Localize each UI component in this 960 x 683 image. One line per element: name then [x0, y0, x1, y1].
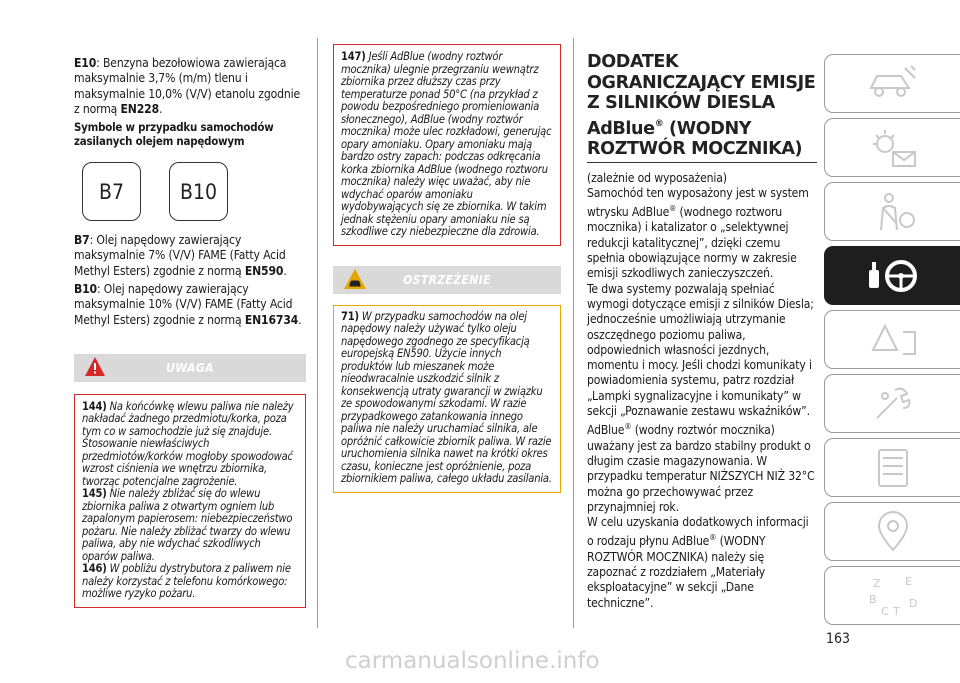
diesel-symbols-heading: Symbole w przypadku samochodów zasilanych olejem napędowym: [74, 120, 274, 149]
wrench-icon: [867, 382, 919, 426]
b10-paragraph: B10: Olej napędowy zawierający maksymalnie 10% (V/V) FAME (Fatty Acid Methyl Esters) zgodnie z normą EN16734.: [74, 282, 302, 327]
tab-safety[interactable]: [824, 182, 960, 241]
column-divider-right: [573, 38, 574, 628]
adblue-paragraph-1: [587, 186, 817, 282]
title-underline: [587, 162, 817, 163]
caution-71-number: 71): [341, 309, 359, 323]
fuel-symbols-row: [74, 162, 306, 221]
tab-dashboard[interactable]: [824, 54, 960, 113]
b7-label: B7: [74, 233, 90, 248]
caution-71: [341, 311, 554, 486]
p1-end: (wodnego roztworu mocznika) i katalizator o „selektywnej redukcji katalitycznej”, dzięki czemu spełnia obowiązujące normy w zakresie emisji szkodliwych zanieczyszczeń.: [587, 205, 797, 281]
warning-146: [82, 563, 299, 601]
b7-paragraph: B7: Olej napędowy zawierający maksymalnie 7% (V/V) FAME (Fatty Acid Methyl Esters) zgodnie z normą EN590.: [74, 233, 287, 278]
warning-label: UWAGA: [166, 360, 214, 375]
availability-note: (zależnie od wyposażenia): [587, 170, 727, 185]
warning-144-number: 144): [82, 399, 107, 413]
p3-end: (wodny roztwór mocznika) uważany jest za bardzo stabilny produkt o długim czasie magazynowania. W przypadku temperatur NIŻSZYCH NIŻ 32°C można go przechowywać przez przynajmniej rok.: [587, 423, 815, 514]
column-2: [333, 44, 561, 493]
tab-maintenance[interactable]: [824, 438, 960, 497]
fuel-symbol-b10: B10: [169, 162, 228, 221]
warning-144-text: Na końcówkę wlewu paliwa nie należy nakładać żadnego przedmiotu/korka, poza tym co w samochodzie już się znajduje. Stosowanie niewłaściwych przedmiotów/korków mogłoby spowodować wzrost ciśnienia we wnętrzu zbiornika, tworząc potencjalne zagrożenie.: [82, 399, 294, 488]
fuel-symbol-b7: B7: [82, 162, 141, 221]
p3-reg-mark: ®: [624, 422, 632, 432]
warning-147-text: Jeśli AdBlue (wodny roztwór mocznika) ulegnie przegrzaniu wewnątrz zbiornika przez dłuższy czas przy temperaturze ponad 50°C (na przykład z powodu bezpośredniego promieniowania słonecznego), AdBlue (wodny roztwór mocznika) może ulec rozkładowi, generując opary amoniaku. Opary amoniaku mają bardzo ostry zapach: podczas odkręcania korka zbiornika AdBlue (wodnego roztworu mocznika) należy więc uważać, aby nie wdychać oparów amoniaku wydobywających się ze zbiornika. W takim jednak stężeniu opary amoniaku nie są szkodliwe czy niebezpieczne dla zdrowia.: [341, 50, 552, 238]
section-title-reg-mark: ®: [654, 118, 664, 129]
warning-145-text: Nie należy zbliżać się do wlewu zbiornika paliwa z otwartym ogniem lub zapalonym papierosem: niebezpieczeństwo pożaru. Nie należy zbliżać twarzy do wlewu paliwa, aby nie wdychać szkodliwych oparów paliwa.: [82, 487, 293, 563]
p1-reg-mark: ®: [669, 204, 677, 214]
warning-triangle-icon: [84, 356, 106, 378]
warning-147: [341, 51, 554, 239]
index-letter-t: T: [893, 604, 900, 618]
index-letter-c: C: [881, 604, 889, 618]
warning-146-text: W pobliżu dystrybutora z paliwem nie należy korzystać z telefonu komórkowego: możliwe ryzyko pożaru.: [82, 562, 291, 601]
caution-71-text: W przypadku samochodów na olej napędowy należy używać tylko oleju napędowego zgodnego ze specyfikacją europejską EN590. Użycie innych produktów lub mieszanek może nieodwracalnie uszkodzić silnik z konsekwencją utraty gwarancji w związku ze spowodowanymi szkodami. W razie przypadkowego zatankowania innego paliwa nie należy uruchamiać silnika, ale opróżnić całkowicie zbiornik paliwa. W razie uruchomienia silnika nawet na krótki okres czasu, konieczne jest opróżnienie, poza zbiornikiem paliwa, całego układu zasilania.: [341, 309, 552, 485]
checklist-icon: [867, 446, 919, 490]
section-title-end: (WODNY ROZTWÓR MOCZNIKA): [587, 118, 803, 159]
index-letter-e: E: [905, 574, 912, 588]
b7-norm: EN590: [244, 263, 284, 278]
e10-label: E10: [74, 56, 97, 70]
index-letter-z: Z: [873, 576, 881, 590]
warning-triangle-outline-icon: [867, 318, 919, 362]
caution-label: OSTRZEŻENIE: [403, 272, 491, 287]
warning-147-number: 147): [341, 50, 366, 63]
adblue-paragraph-4: [587, 515, 817, 611]
b10-label: B10: [74, 282, 97, 297]
watermark: carmanualsonline.info: [345, 648, 600, 674]
b10-norm: EN16734: [244, 312, 299, 327]
tab-warning-lights[interactable]: [824, 310, 960, 369]
warning-144: [82, 401, 299, 489]
column-divider-left: [317, 38, 318, 628]
e10-paragraph: E10: Benzyna bezołowiowa zawierająca maksymalnie 3,7% (m/m) tlenu i maksymalnie 10,0% (V/V) etanolu zgodnie z normą EN228.: [74, 56, 301, 116]
index-letter-d: D: [909, 596, 918, 610]
page-number: 163: [826, 631, 851, 647]
p4-start: W celu uzyskania dodatkowych informacji o rodzaju płynu AdBlue: [587, 515, 809, 549]
lights-icon: [867, 126, 919, 170]
warning-145-number: 145): [82, 487, 107, 501]
column-1: [74, 56, 306, 608]
p1-start: Samochód ten wyposażony jest w system wtrysku AdBlue: [587, 185, 809, 220]
b7-text: : Olej napędowy zawierający maksymalnie 7% (V/V) FAME (Fatty Acid Methyl Esters) zgodnie z normą: [74, 233, 286, 278]
tab-lights[interactable]: [824, 118, 960, 177]
warning-box-continued: [333, 44, 561, 246]
column-3: [587, 52, 817, 611]
adblue-paragraph-2: Te dwa systemy pozwalają spełniać wymogi dotyczące emisji z silników Diesla; jednocześnie umożliwiają utrzymanie oszczędnego poziomu paliwa, odpowiednich własności jezdnych, momentu i mocy. Jeśli chodzi komunikaty i powiadomienia systemu, patrz rozdział „Lampki sygnalizacyjne i komunikaty” w sekcji „Poznawanie zestawu wskaźników”.: [587, 281, 814, 418]
tab-multimedia[interactable]: [824, 502, 960, 561]
alphabet-index-icon: [863, 573, 923, 619]
e10-text: : Benzyna bezołowiowa zawierająca maksymalnie 3,7% (m/m) tlenu i maksymalnie 10,0% (V/V) etanolu zgodnie z normą: [74, 56, 301, 116]
key-steering-wheel-icon: [867, 254, 919, 298]
warning-146-number: 146): [82, 562, 107, 576]
p4-reg-mark: ®: [709, 533, 717, 543]
warning-box: [74, 394, 306, 608]
warning-145: [82, 488, 299, 563]
caution-header: [333, 266, 561, 294]
navigation-pin-icon: [867, 510, 919, 554]
car-damage-icon: [343, 268, 367, 290]
tab-emergency[interactable]: [824, 374, 960, 433]
b10-text: : Olej napędowy zawierający maksymalnie 10% (V/V) FAME (Fatty Acid Methyl Esters) zgodnie z normą: [74, 282, 293, 327]
section-title-main: DODATEK OGRANICZAJĄCY EMISJE Z SILNIKÓW DIESLA AdBlue: [587, 52, 816, 139]
section-title: [587, 52, 817, 160]
warning-header: [74, 354, 306, 382]
caution-box: [333, 305, 561, 493]
p3-start: AdBlue: [587, 423, 625, 438]
tab-starting-driving[interactable]: [824, 246, 960, 305]
seatbelt-icon: [867, 190, 919, 234]
e10-norm: EN228: [120, 101, 160, 116]
p4-end: (WODNY ROZTWÓR MOCZNIKA) należy się zapoznać z rozdziałem „Materiały eksploatacyjne” w sekcji „Dane techniczne”.: [587, 534, 766, 610]
tab-index[interactable]: [824, 566, 960, 625]
index-letter-b: B: [869, 592, 877, 606]
car-dashboard-icon: [867, 62, 919, 106]
adblue-paragraph-3: [587, 419, 817, 515]
